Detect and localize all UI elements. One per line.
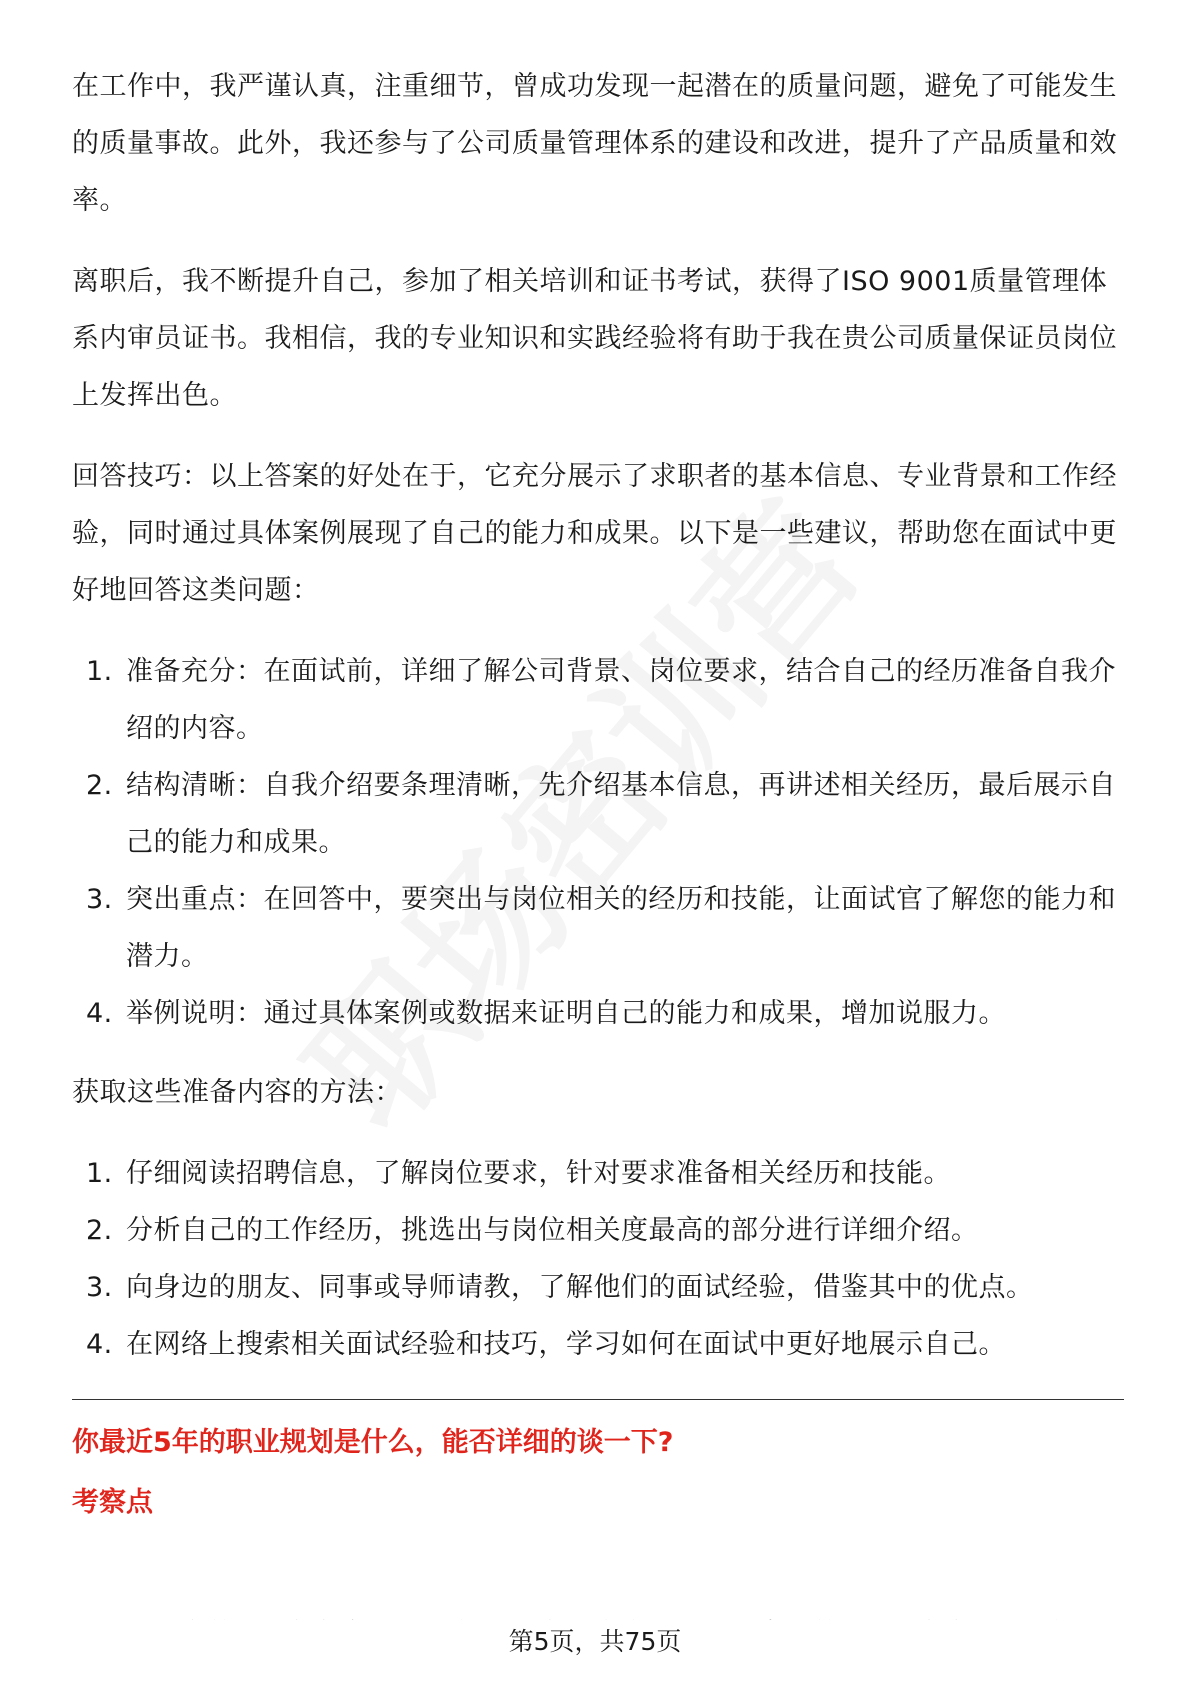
list-text: 在网络上搜索相关面试经验和技巧，学习如何在面试中更好地展示自己。 <box>126 1329 1006 1360</box>
list-number: 3. <box>86 1272 113 1303</box>
list-text: 仔细阅读招聘信息，了解岗位要求，针对要求准备相关经历和技能。 <box>126 1158 951 1189</box>
list-item <box>72 757 1122 871</box>
section-title-assessment: 考察点 <box>72 1487 153 1518</box>
list-text: 准备充分：在面试前，详细了解公司背景、岗位要求，结合自己的经历准备自我介绍的内容。 <box>126 656 1116 744</box>
list-item <box>72 643 1122 757</box>
list-item <box>72 1259 1122 1316</box>
paragraph-answer-tips: 回答技巧：以上答案的好处在于，它充分展示了求职者的基本信息、专业背景和工作经验，同时通过具体案例展现了自己的能力和成果。以下是一些建议，帮助您在面试中更好地回答这类问题： <box>72 461 1117 606</box>
document-content <box>72 58 1122 1536</box>
list-number: 1. <box>86 656 113 687</box>
list-text: 结构清晰：自我介绍要条理清晰，先介绍基本信息，再讲述相关经历，最后展示自己的能力和成果。 <box>126 770 1116 858</box>
list-number: 1. <box>86 1158 113 1189</box>
list-item <box>72 1202 1122 1259</box>
list-item <box>72 1316 1122 1373</box>
methods-intro: 获取这些准备内容的方法： <box>72 1077 402 1108</box>
tips-list <box>72 643 1122 1042</box>
list-number: 4. <box>86 1329 113 1360</box>
list-text: 分析自己的工作经历，挑选出与岗位相关度最高的部分进行详细介绍。 <box>126 1215 979 1246</box>
list-number: 3. <box>86 884 113 915</box>
list-number: 2. <box>86 770 113 801</box>
cut-off-list-item <box>72 1598 1122 1620</box>
list-text: 突出重点：在回答中，要突出与岗位相关的经历和技能，让面试官了解您的能力和潜力。 <box>126 884 1116 972</box>
list-item <box>72 985 1122 1042</box>
list-text <box>126 1619 1061 1620</box>
section-divider <box>72 1399 1124 1400</box>
list-text: 举例说明：通过具体案例或数据来证明自己的能力和成果，增加说服力。 <box>126 998 1006 1029</box>
list-number <box>86 1606 113 1620</box>
page-footer: 第5页，共75页 <box>508 1627 682 1656</box>
list-number: 4. <box>86 998 113 1029</box>
list-text: 向身边的朋友、同事或导师请教，了解他们的面试经验，借鉴其中的优点。 <box>126 1272 1034 1303</box>
paragraph-after-leaving: 离职后，我不断提升自己，参加了相关培训和证书考试，获得了ISO 9001质量管理体系内审员证书。我相信，我的专业知识和实践经验将有助于我在贵公司质量保证员岗位上发挥出色。 <box>72 266 1117 411</box>
question-title: 你最近5年的职业规划是什么，能否详细的谈一下? <box>72 1427 674 1458</box>
list-item <box>72 871 1122 985</box>
list-item <box>72 1145 1122 1202</box>
list-number: 2. <box>86 1215 113 1246</box>
paragraph-work: 在工作中，我严谨认真，注重细节，曾成功发现一起潜在的质量问题，避免了可能发生的质量事故。此外，我还参与了公司质量管理体系的建设和改进，提升了产品质量和效率。 <box>72 71 1117 216</box>
methods-list <box>72 1145 1122 1373</box>
